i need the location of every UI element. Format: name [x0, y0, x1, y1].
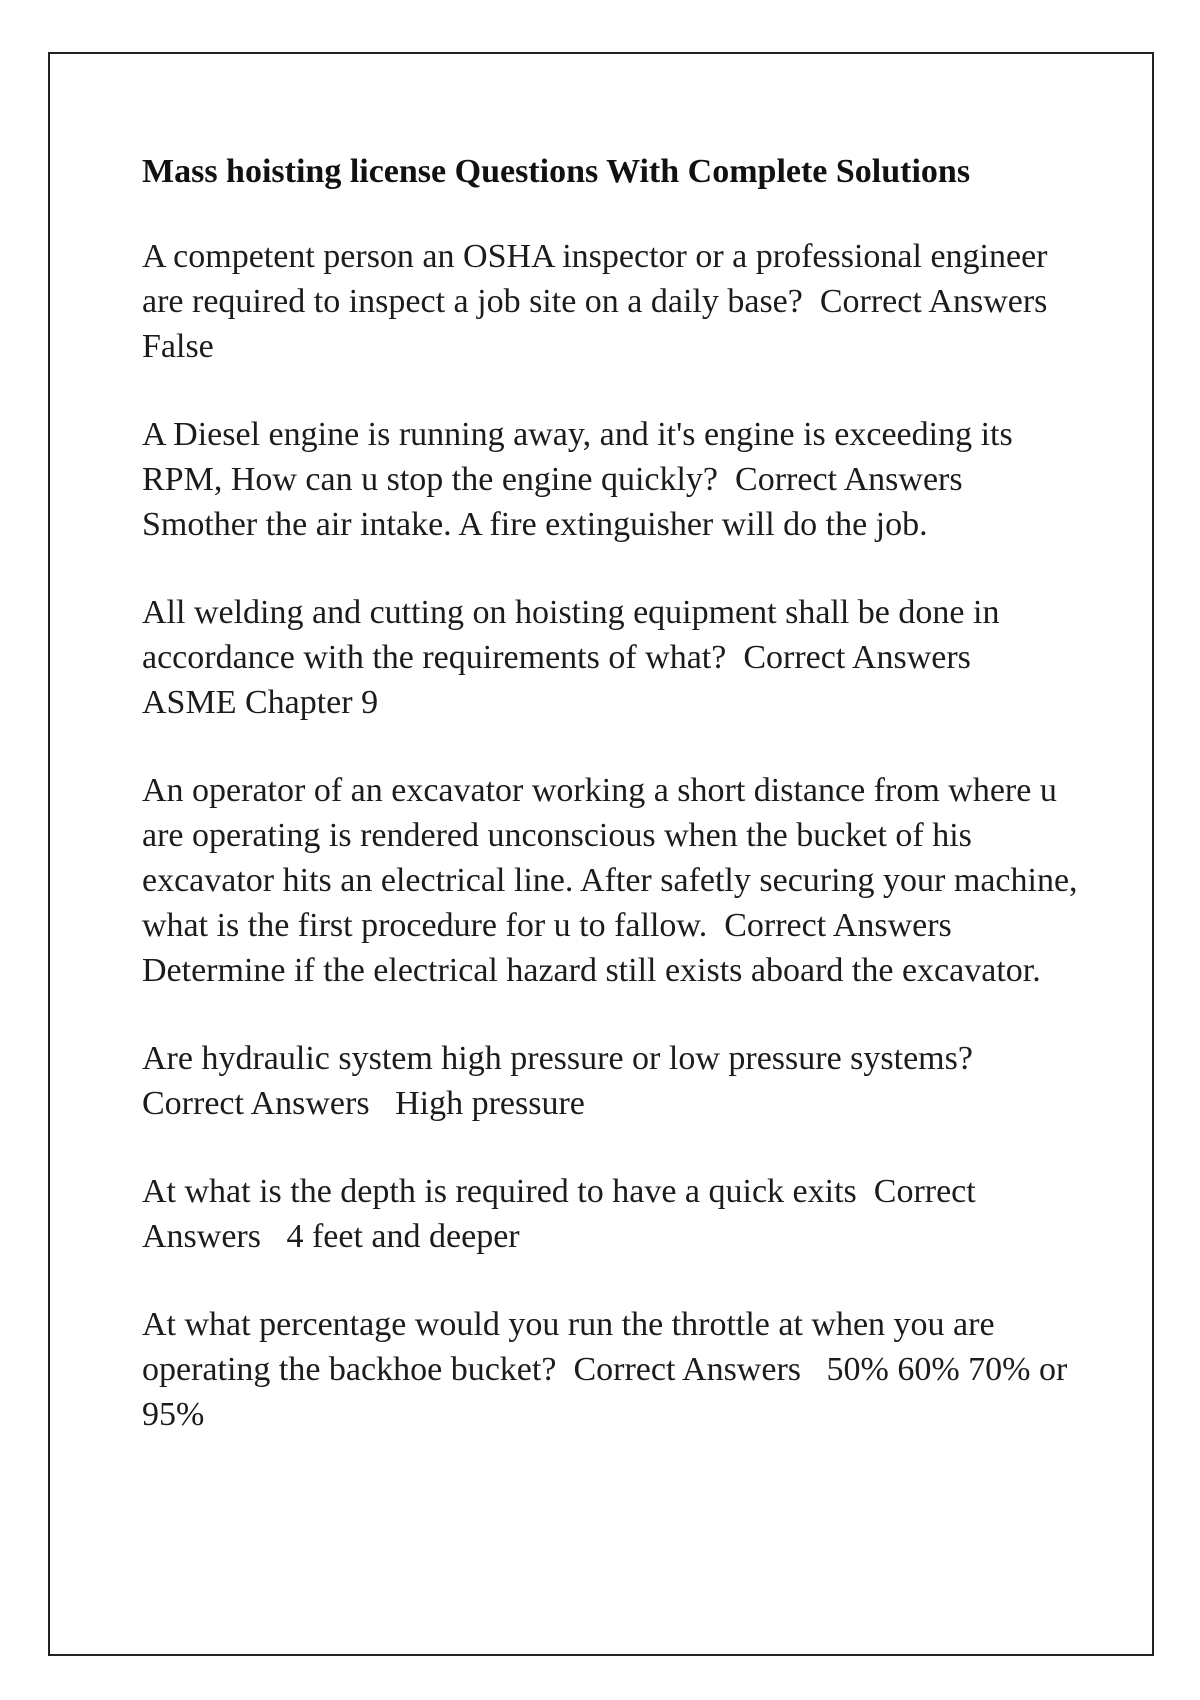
question-text: At what percentage would you run the throttle at when you are operating the backhoe bucket? [142, 1306, 1004, 1388]
answer-label: Correct Answers [811, 283, 1065, 320]
answer-label: Correct Answers [142, 1173, 983, 1255]
answer-label: Correct Answers [142, 1040, 990, 1122]
answer-label: Correct Answers [726, 461, 980, 498]
answer-text: High pressure [395, 1085, 585, 1122]
qa-item [142, 412, 1082, 547]
answer-text: 4 feet and deeper [286, 1218, 520, 1255]
answer-text: ASME Chapter 9 [142, 684, 379, 721]
answer-text: 50% 60% 70% or 95% [142, 1351, 1076, 1433]
answer-label: Correct Answers [734, 639, 988, 676]
question-text: Are hydraulic system high pressure or low pressure systems? [142, 1040, 973, 1077]
answer-text: Smother the air intake. A fire extinguisher will do the job. [142, 506, 928, 543]
question-text: All welding and cutting on hoisting equipment shall be done in accordance with the requirements of what? [142, 594, 1008, 676]
answer-label: Correct Answers [564, 1351, 818, 1388]
qa-item [142, 234, 1082, 369]
question-text: A Diesel engine is running away, and it's engine is exceeding its RPM, How can u stop the engine quickly? [142, 416, 1022, 498]
document-title: Mass hoisting license Questions With Complete Solutions [142, 153, 971, 190]
qa-item [142, 1302, 1082, 1437]
qa-item [142, 1169, 1082, 1259]
question-text: A competent person an OSHA inspector or a professional engineer are required to inspect a job site on a daily base? [142, 238, 1056, 320]
answer-text: False [142, 328, 214, 365]
answer-label: Correct Answers [715, 907, 969, 944]
document-content [142, 150, 1087, 1480]
question-text: At what is the depth is required to have a quick exits [142, 1173, 857, 1210]
question-text: An operator of an excavator working a short distance from where u are operating is rendered unconscious when the bucket of his excavator hits an electrical line. After safetly securing your machine, what is the first procedure for u to fallow. [142, 772, 1087, 944]
qa-item [142, 1036, 1082, 1126]
qa-item [142, 590, 1082, 725]
qa-item [142, 768, 1087, 993]
answer-text: Determine if the electrical hazard still exists aboard the excavator. [142, 952, 1041, 989]
